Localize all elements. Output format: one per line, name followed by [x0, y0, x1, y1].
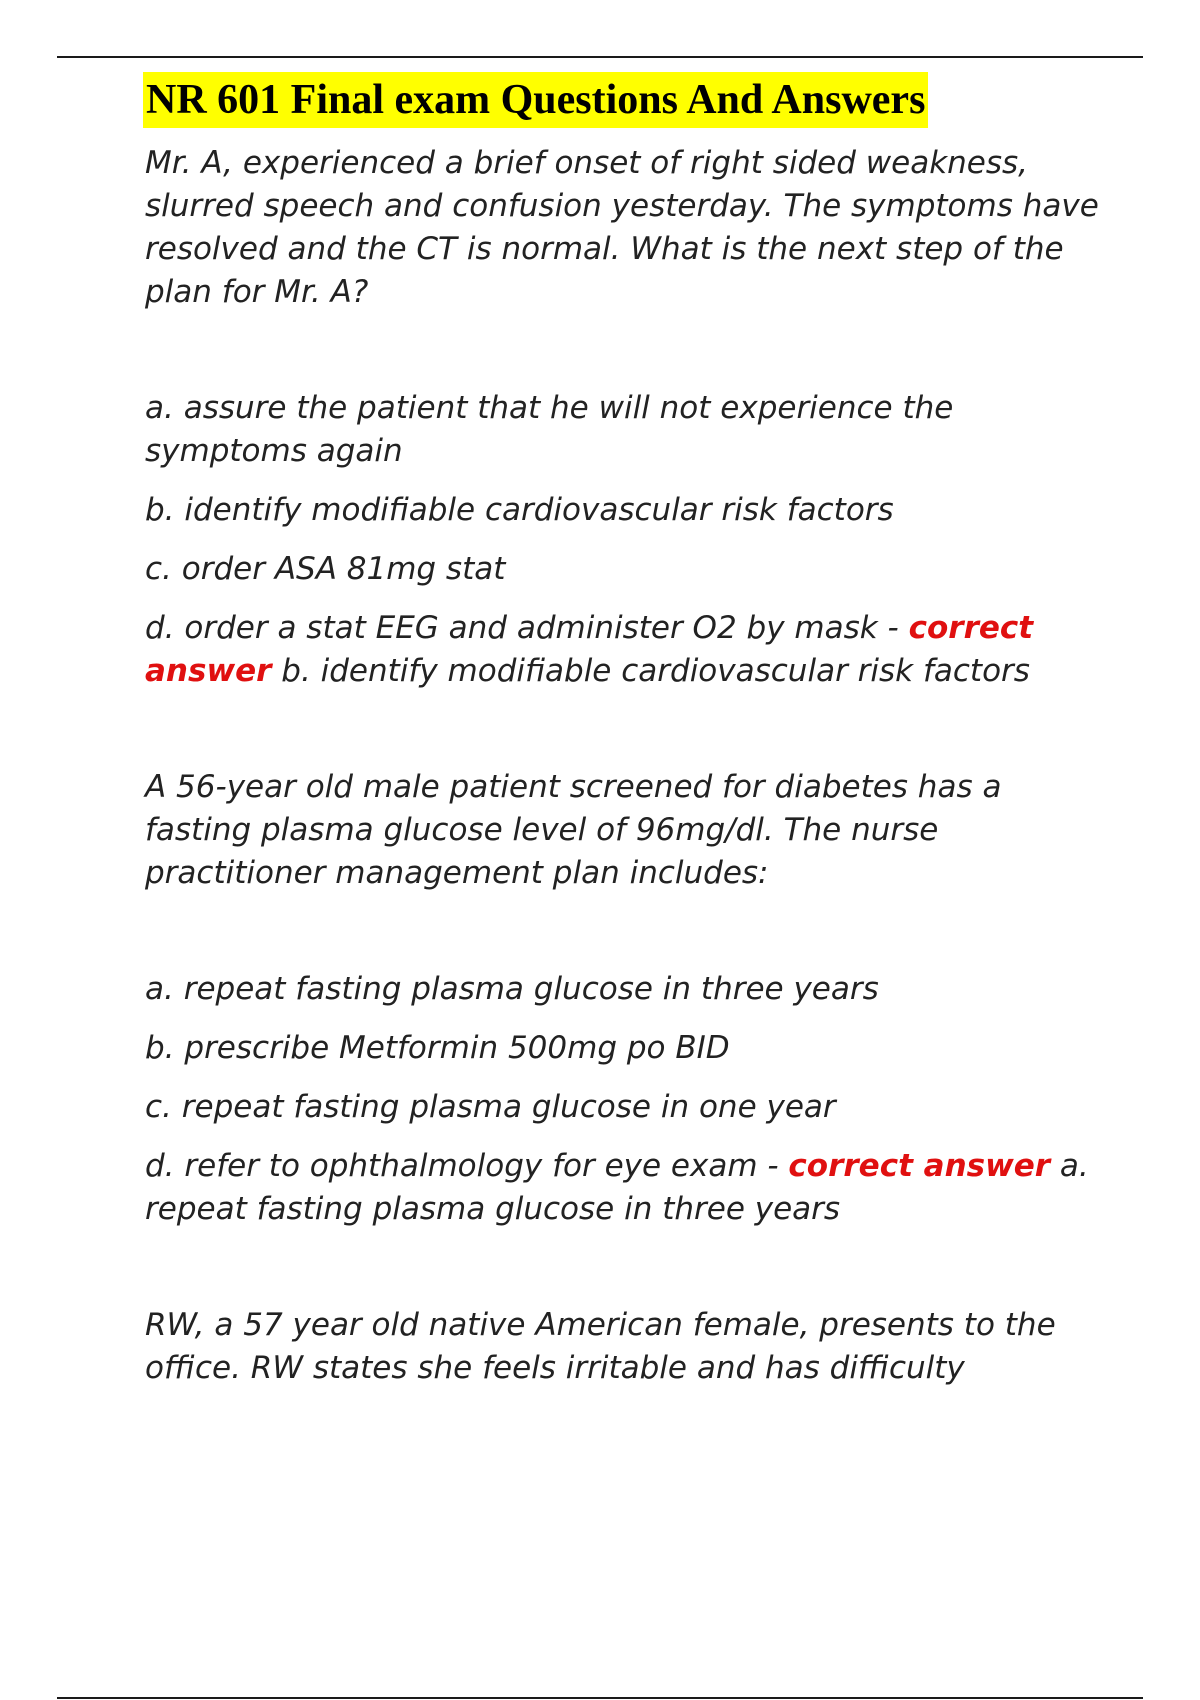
option-a: a. repeat fasting plasma glucose in three years — [145, 971, 879, 1007]
question-block-2 — [145, 766, 1105, 1231]
footer-rule — [57, 1697, 1143, 1699]
option-b: b. prescribe Metformin 500mg po BID — [145, 1030, 730, 1066]
question-stem: Mr. A, experienced a brief onset of right sided weakness, slurred speech and confusion yesterday. The symptoms have resolved and the CT is normal. What is the next step of the plan for Mr. A? — [145, 145, 1099, 310]
correct-answer-label: correct answer — [145, 610, 1034, 689]
question-block-1 — [145, 142, 1105, 693]
option-d-with-answer — [145, 1145, 1105, 1231]
document-content — [145, 72, 1105, 1390]
option-list — [145, 968, 1105, 1231]
answer-text: a. repeat fasting plasma glucose in three years — [145, 1148, 1089, 1227]
question-stem: RW, a 57 year old native American female, presents to the office. RW states she feels irritable and has difficulty — [145, 1307, 1056, 1386]
option-a: a. assure the patient that he will not experience the symptoms again — [145, 390, 954, 469]
option-list — [145, 387, 1105, 693]
option-b: b. identify modifiable cardiovascular risk factors — [145, 492, 894, 528]
question-block-3 — [145, 1304, 1105, 1390]
header-rule — [57, 56, 1143, 58]
option-d-with-answer — [145, 607, 1105, 693]
option-c: c. order ASA 81mg stat — [145, 551, 506, 587]
answer-text: b. identify modifiable cardiovascular risk factors — [271, 653, 1030, 689]
option-d: d. order a stat EEG and administer O2 by mask - — [145, 610, 909, 646]
question-stem: A 56-year old male patient screened for diabetes has a fasting plasma glucose level of 96mg/dl. The nurse practitioner management plan includes: — [145, 769, 1002, 891]
correct-answer-label: correct answer — [788, 1148, 1051, 1184]
option-d: d. refer to ophthalmology for eye exam - — [145, 1148, 789, 1184]
option-c: c. repeat fasting plasma glucose in one year — [145, 1089, 836, 1125]
document-title: NR 601 Final exam Questions And Answers — [143, 72, 928, 128]
